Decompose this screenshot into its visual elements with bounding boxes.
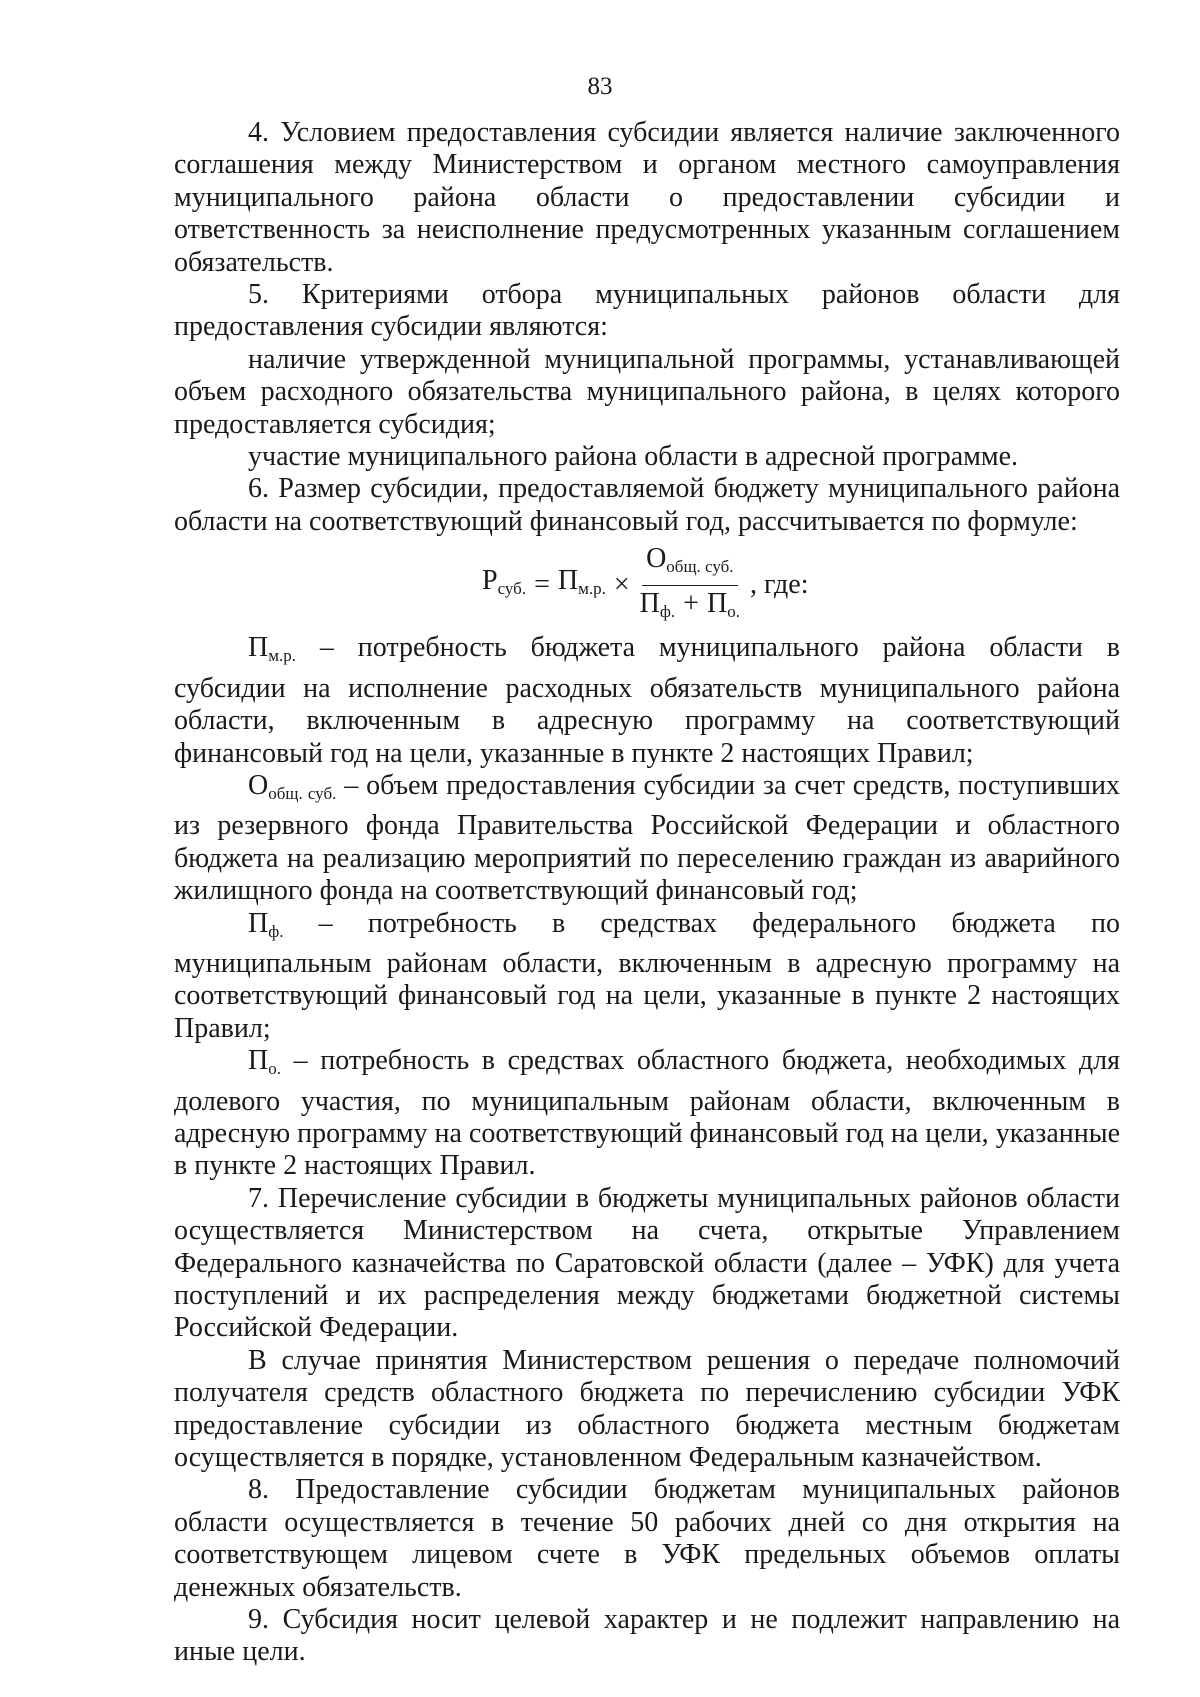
definition-p-o: $П_{о.}$ – потребность в средствах областного бюджета, необходимых для долевого участия, по муниципальным районам области, включенным в адресную программу на соответствующий финансовый год на цели, указанные в пункте 2 настоящих Правил. <box>174 1045 1121 1182</box>
paragraph-9: 9. Субсидия носит целевой характер и не подлежит направлению на иные цели. <box>174 1604 1120 1668</box>
formula-numerator: $О_{общ. суб.}$ <box>642 543 737 586</box>
definition-p-mr: $П_{м.р.}$ – потребность бюджета муниципального района области в субсидии на исполнение расходных обязательств муниципального района области, включенным в адресную программу на соответствующий финансовый год на цели, указанные в пункте 2 настоящих Правил; <box>174 632 1121 769</box>
formula-lhs: $Р_{суб.}$ <box>482 565 527 599</box>
formula-tail: , где: <box>749 569 809 601</box>
paragraph-5-criterion-2: участие муниципального района области в адресной программе. <box>248 441 1019 473</box>
definition-o-obsch: $О_{общ. суб.}$ – объем предоставления субсидии за счет средств, поступивших из резервного фонда Правительства Российской Федерации и областного бюджета на реализацию мероприятий по переселению граждан из аварийного жилищного фонда на соответствующий финансовый год; <box>174 769 1120 907</box>
paragraph-8: 8. Предоставление субсидии бюджетам муниципальных районов области осуществляется в течение 50 рабочих дней со дня открытия на соответствующем лицевом счете в УФК предельных объемов оплаты денежных обязательств. <box>174 1474 1120 1603</box>
formula-p-mr: $П_{м.р.}$ <box>557 565 606 599</box>
document-body <box>174 117 1120 1669</box>
page-number: 83 <box>587 73 613 100</box>
formula-times: × <box>613 569 630 601</box>
paragraph-5: 5. Критериями отбора муниципальных районов области для предоставления субсидии являются: <box>174 279 1120 343</box>
paragraph-6: 6. Размер субсидии, предоставляемой бюджету муниципального района области на соответствующий финансовый год, рассчитывается по формуле: <box>174 473 1120 537</box>
formula-fraction <box>636 543 744 628</box>
subsidy-formula <box>174 538 1120 632</box>
paragraph-5-criterion-1: наличие утвержденной муниципальной программы, устанавливающей объем расходного обязательства муниципального района, в целях которого предоставляется субсидия; <box>174 343 1120 440</box>
paragraph-7-addendum: В случае принятия Министерством решения о передаче полномочий получателя средств областного бюджета по перечислению субсидии УФК предоставление субсидии из областного бюджета местным бюджетам осуществляется в порядке, установленном Федеральным казначейством. <box>174 1344 1120 1474</box>
formula-denominator: $П_{ф.} + П_{о.}$ <box>639 587 740 621</box>
formula-equals: = <box>534 569 550 601</box>
definition-p-f: $П_{ф.}$ – потребность в средствах федерального бюджета по муниципальным районам области, включенным в адресную программу на соответствующий финансовый год на цели, указанные в пункте 2 настоящих Правил; <box>174 907 1121 1044</box>
paragraph-7: 7. Перечисление субсидии в бюджеты муниципальных районов области осуществляется Министерством на счета, открытые Управлением Федерального казначейства по Саратовской области (далее – УФК) для учета поступлений и их распределения между бюджетами бюджетной системы Российской Федерации. <box>174 1182 1120 1344</box>
paragraph-4: 4. Условием предоставления субсидии является наличие заключенного соглашения между Министерством и органом местного самоуправления муниципального района области о предоставлении субсидии и ответственность за неисполнение предусмотренных указанным соглашением обязательств. <box>174 117 1120 278</box>
formula-expression <box>482 542 809 621</box>
